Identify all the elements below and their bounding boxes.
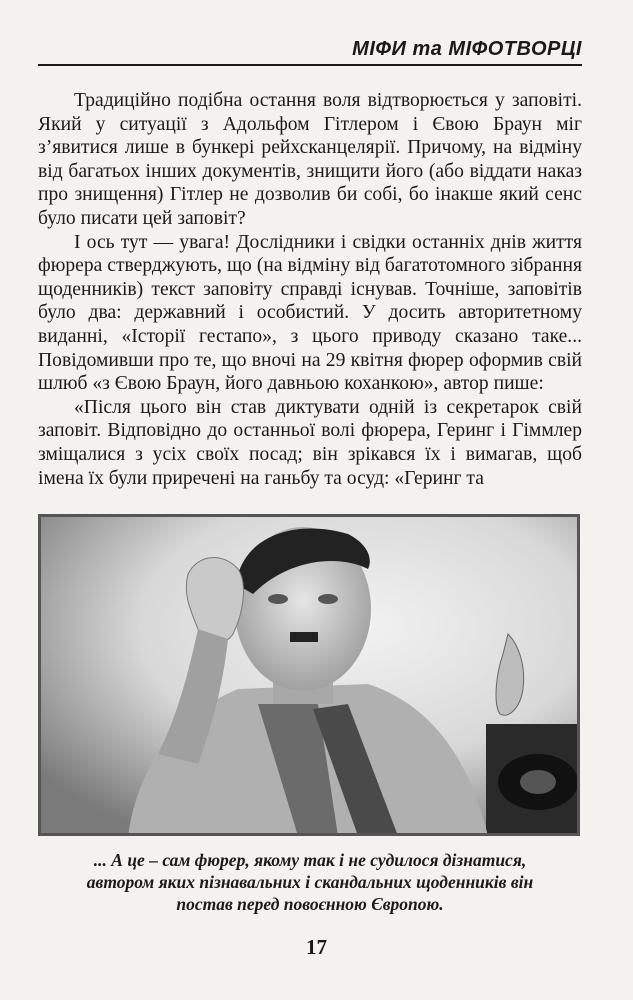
paragraph-3: «Після цього він став диктувати одній із секретарок свій заповіт. Відповідно до останньої волі фюрера, Геринг і Гіммлер зміщалися з усіх своїх посад; він зрікався їх і вимагав, щоб імена їх були приречені на ганьбу та осуд: «Геринг та	[38, 396, 582, 489]
photo-illustration	[38, 514, 580, 836]
photo-caption	[38, 849, 582, 915]
paragraph-2: І ось тут — увага! Дослідники і свідки останніх днів життя фюрера стверджують, що (на відміну від багатотомного зібрання щоденників) текст заповіту справді існував. Точніше, заповітів було два: державний і особистий. У досить авторитетному виданні, «Історії гестапо», з цього приводу сказано таке... Повідомивши про те, що вночі на 29 квітня фюрер оформив свій шлюб «з Євою Браун, його давньою коханкою», автор пише:	[38, 231, 582, 395]
page-number: 17	[306, 935, 327, 959]
caption-line: ... А це – сам фюрер, якому так і не судилося дізнатися,	[93, 850, 527, 870]
caption-line: постав перед повоєнною Європою.	[176, 894, 444, 914]
body-text	[38, 89, 582, 490]
photo-figure	[38, 514, 580, 836]
running-head: МІФИ та МІФОТВОРЦІ	[38, 36, 582, 66]
caption-line: автором яких пізнавальних і скандальних щоденників він	[86, 872, 534, 892]
paragraph-1: Традиційно подібна остання воля відтворюється у заповіті. Який у ситуації з Адольфом Гітлером і Євою Браун міг з’явитися лише в бункері рейхсканцелярії. Причому, на відміну від багатьох інших документів, знищити його (або віддати наказ про знищення) Гітлер не дозволив би собі, бо інакше який сенс було писати цей заповіт?	[38, 90, 582, 229]
